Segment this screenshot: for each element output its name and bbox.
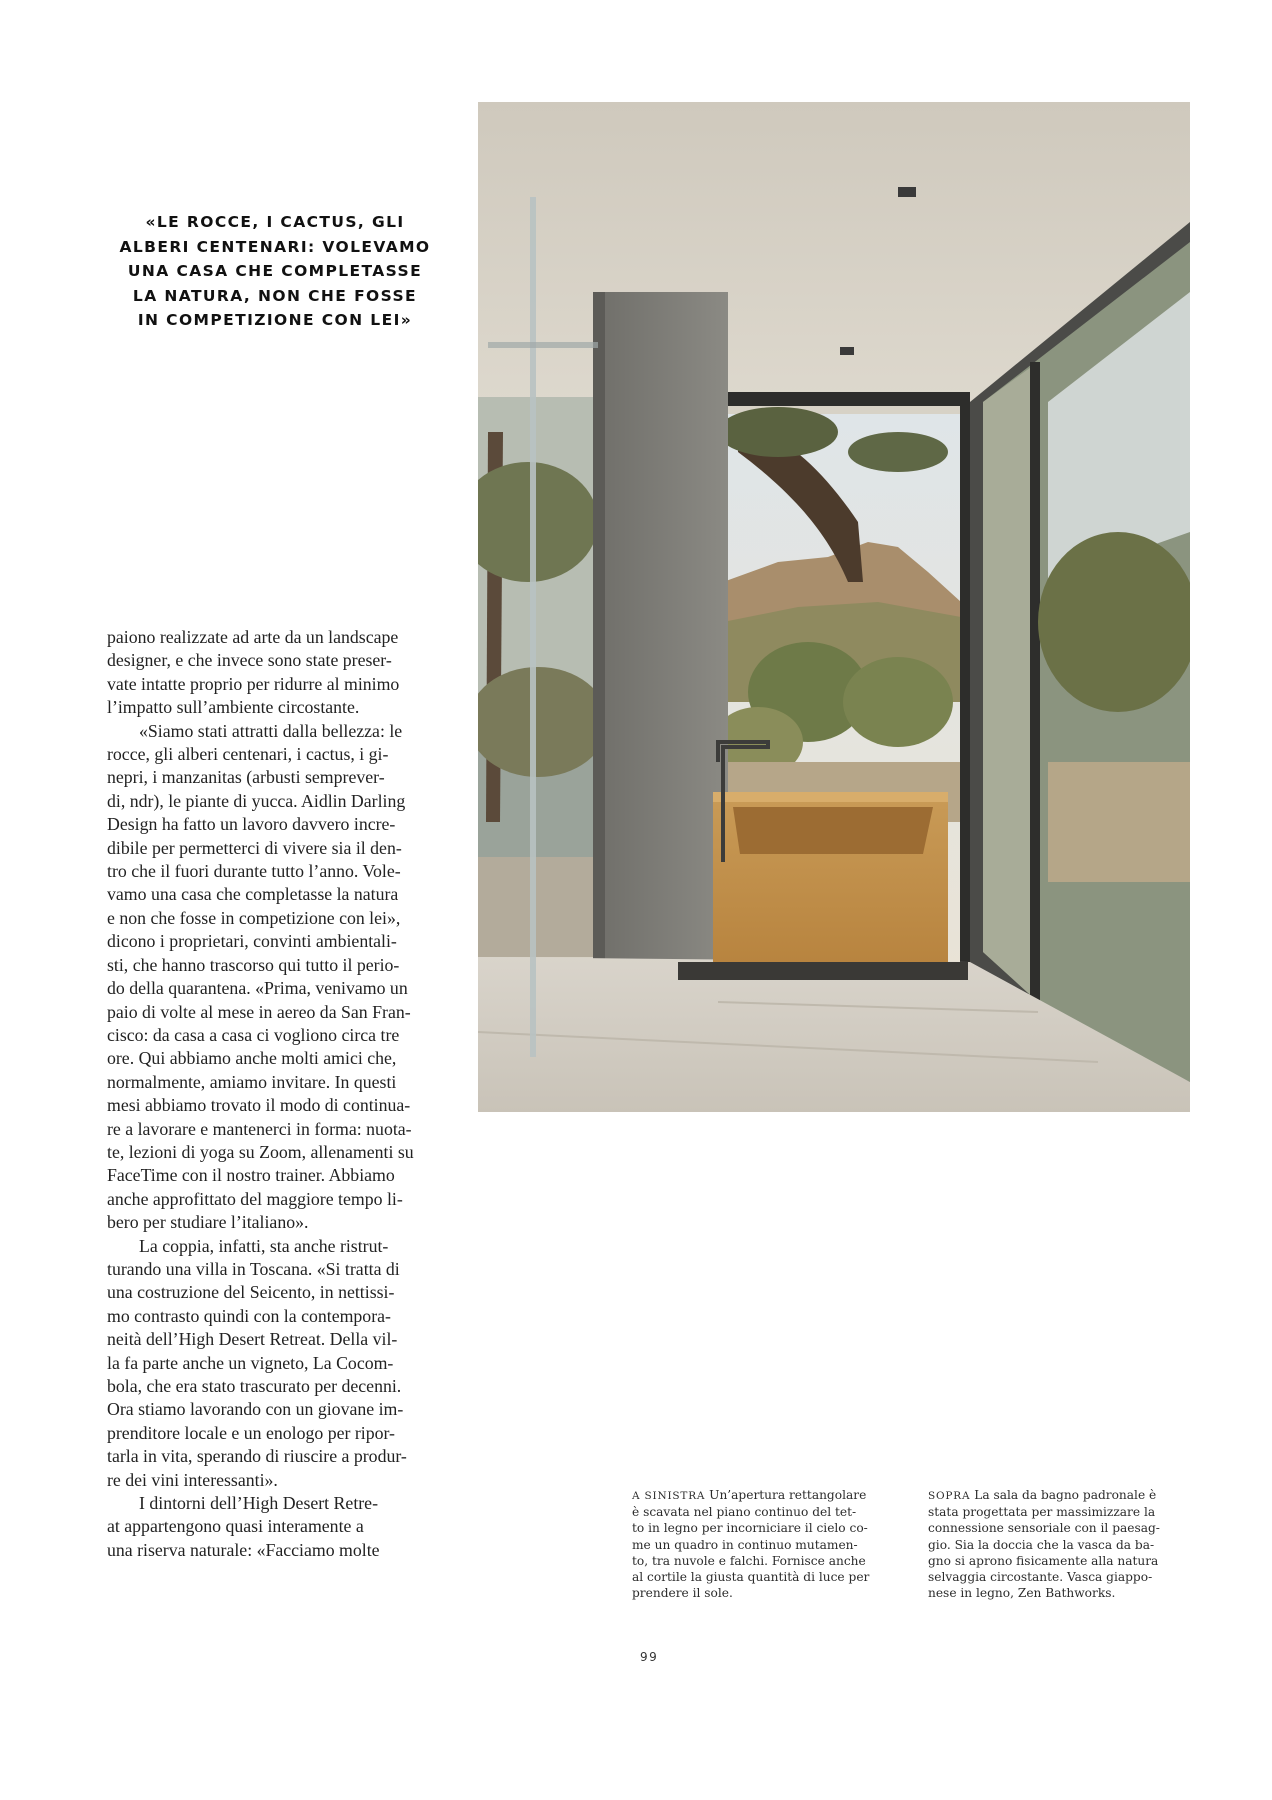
caption-line: selvaggia circostante. Vasca giappo- <box>928 1570 1153 1585</box>
body-line: tro che il fuori durante tutto l’anno. Vole- <box>107 861 401 882</box>
caption-left <box>632 1487 902 1601</box>
pull-quote-line: LA NATURA, NON CHE FOSSE <box>132 286 418 305</box>
pull-quote <box>110 210 440 333</box>
body-line: re a lavorare e mantenerci in forma: nuota- <box>107 1118 412 1139</box>
page-number: 99 <box>640 1650 659 1664</box>
body-line: e non che fosse in competizione con lei», <box>107 907 401 928</box>
body-line: te, lezioni di yoga su Zoom, allenamenti su <box>107 1141 414 1162</box>
caption-line: to, tra nuvole e falchi. Fornisce anche <box>632 1553 866 1568</box>
body-line: vamo una casa che completasse la natura <box>107 884 399 905</box>
body-line: vate intatte proprio per ridurre al minimo <box>107 673 400 694</box>
caption-line: al cortile la giusta quantità di luce per <box>632 1570 870 1585</box>
caption-line: è scavata nel piano continuo del tet- <box>632 1505 857 1520</box>
caption-lead: A SINISTRA <box>632 1490 706 1502</box>
body-line: «Siamo stati attratti dalla bellezza: le <box>139 720 403 741</box>
caption-line: connessione sensoriale con il paesag- <box>928 1521 1160 1536</box>
body-line: Ora stiamo lavorando con un giovane im- <box>107 1399 404 1420</box>
caption-line: stata progettata per massimizzare la <box>928 1505 1156 1520</box>
body-line: paio di volte al mese in aereo da San Fran- <box>107 1001 411 1022</box>
body-line: ore. Qui abbiamo anche molti amici che, <box>107 1048 397 1069</box>
body-line: I dintorni dell’High Desert Retre- <box>139 1493 378 1514</box>
caption-line: gio. Sia la doccia che la vasca da ba- <box>928 1537 1155 1552</box>
body-line: turando una villa in Toscana. «Si tratta di <box>107 1258 400 1279</box>
caption-line: gno si aprono fisicamente alla natura <box>928 1553 1159 1568</box>
body-line: FaceTime con il nostro trainer. Abbiamo <box>107 1165 395 1186</box>
body-line: bola, che era stato trascurato per decenni. <box>107 1376 402 1396</box>
body-line: una costruzione del Seicento, in nettissi- <box>107 1282 395 1303</box>
body-line: neità dell’High Desert Retreat. Della vil- <box>107 1329 398 1350</box>
body-line: di, ndr), le piante di yucca. Aidlin Darling <box>107 790 406 811</box>
body-line: mo contrasto quindi con la contempora- <box>107 1305 391 1326</box>
body-line: cisco: da casa a casa ci vogliono circa tre <box>107 1024 400 1045</box>
body-line: normalmente, amiamo invitare. In questi <box>107 1071 397 1092</box>
body-line: tarla in vita, sperando di riuscire a produr- <box>107 1446 407 1467</box>
body-line: nepri, i manzanitas (arbusti semprever- <box>107 767 385 788</box>
body-line: una riserva naturale: «Facciamo molte <box>107 1539 380 1560</box>
body-line: l’impatto sull’ambiente circostante. <box>107 697 360 718</box>
article-body <box>107 626 447 1562</box>
body-line: dicono i proprietari, convinti ambientali- <box>107 931 397 952</box>
pull-quote-line: ALBERI CENTENARI: VOLEVAMO <box>119 237 431 256</box>
body-line: paiono realizzate ad arte da un landscape <box>107 627 399 647</box>
body-line: designer, e che invece sono state preser- <box>107 650 392 671</box>
caption-line: Un’apertura rettangolare <box>705 1488 867 1502</box>
body-line: prenditore locale e un enologo per ripor- <box>107 1422 395 1443</box>
pull-quote-line: IN COMPETIZIONE CON LEI» <box>137 311 413 329</box>
body-line: La coppia, infatti, sta anche ristrut- <box>139 1235 389 1256</box>
body-line: sti, che hanno trascorso qui tutto il perio- <box>107 954 400 975</box>
body-line: mesi abbiamo trovato il modo di continua- <box>107 1095 411 1116</box>
caption-line: me un quadro in continuo mutamen- <box>632 1537 858 1552</box>
caption-line: to in legno per incorniciare il cielo co- <box>632 1521 868 1536</box>
body-line: re dei vini interessanti». <box>107 1469 278 1490</box>
pull-quote-line: «LE ROCCE, I CACTUS, GLI <box>145 213 405 231</box>
body-line: rocce, gli alberi centenari, i cactus, i gi- <box>107 744 389 765</box>
body-line: at appartengono quasi interamente a <box>107 1516 364 1537</box>
body-line: la fa parte anche un vigneto, La Cocom- <box>107 1352 394 1373</box>
caption-line: La sala da bagno padronale è <box>970 1488 1157 1502</box>
bathroom-photo <box>478 102 1190 1112</box>
body-line: bero per studiare l’italiano». <box>107 1212 309 1233</box>
body-line: Design ha fatto un lavoro davvero incre- <box>107 814 396 835</box>
caption-lead: SOPRA <box>928 1490 971 1502</box>
body-line: anche approfittato del maggiore tempo li- <box>107 1188 403 1209</box>
caption-right <box>928 1487 1198 1601</box>
pull-quote-line: UNA CASA CHE COMPLETASSE <box>127 262 423 280</box>
body-line: do della quarantena. «Prima, venivamo un <box>107 978 408 999</box>
body-line: dibile per permetterci di vivere sia il den- <box>107 837 402 858</box>
caption-line: prendere il sole. <box>632 1586 733 1601</box>
caption-line: nese in legno, Zen Bathworks. <box>928 1586 1116 1601</box>
